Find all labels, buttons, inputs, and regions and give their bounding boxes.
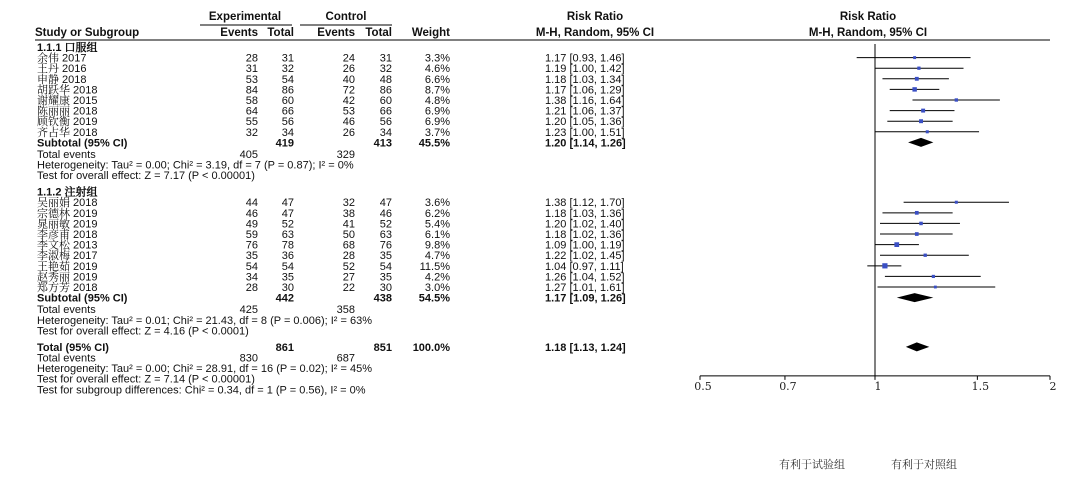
control-group-header: Control [325,11,367,23]
exp-events-cell: 49 [245,218,258,231]
weight-cell: 11.5% [419,260,450,273]
ctl-total-cell: 66 [379,105,392,118]
exp-events-cell: 46 [245,207,258,220]
subtotal-label: Subtotal (95% CI) [37,292,128,305]
weight-cell: 6.6% [424,73,450,86]
risk-ratio-ci-cell: 1.38 [1.12, 1.70] [545,197,625,210]
subgroup-difference-text: Test for subgroup differences: Chi² = 0.34, df = 1 (P = 0.56), I² = 0% [37,384,366,397]
exp-total-cell: 36 [281,250,294,263]
exp-events-column-header: Events [220,27,258,39]
weight-cell: 5.4% [424,218,450,231]
study-point-estimate [934,286,937,289]
total-events-ctl: 358 [336,304,355,317]
ctl-total-cell: 32 [379,63,392,76]
risk-ratio-ci-cell: 1.18 [1.03, 1.34] [545,73,625,86]
subtotal-exp-total: 419 [275,137,294,150]
study-name: 谢耀康 2015 [37,95,98,107]
exp-total-cell: 63 [281,229,294,242]
risk-ratio-ci-cell: 1.18 [1.02, 1.36] [545,229,625,242]
heterogeneity-text: Heterogeneity: Tau² = 0.00; Chi² = 3.19, df = 7 (P = 0.87); I² = 0% [37,159,354,172]
ctl-events-cell: 52 [342,260,355,273]
exp-total-cell: 31 [281,52,294,65]
ctl-events-cell: 50 [342,229,355,242]
ctl-total-cell: 52 [379,218,392,231]
subgroup-title: 1.1.1 口服组 [37,42,98,54]
total-exp-total: 861 [275,341,294,354]
weight-cell: 9.8% [424,239,450,252]
exp-total-cell: 56 [281,116,294,129]
ctl-events-cell: 26 [342,63,355,76]
heterogeneity-text: Heterogeneity: Tau² = 0.01; Chi² = 21.43, df = 8 (P = 0.006); I² = 63% [37,314,372,327]
total-weight: 100.0% [412,341,450,354]
study-column-header: Study or Subgroup [35,27,140,39]
ctl-total-cell: 48 [379,73,392,86]
exp-total-cell: 30 [281,282,294,295]
exp-events-cell: 58 [245,95,258,107]
exp-total-cell: 32 [281,63,294,76]
exp-total-cell: 47 [281,197,294,210]
exp-events-cell: 35 [245,250,258,263]
weight-cell: 6.9% [424,105,450,118]
exp-total-cell: 86 [281,84,294,97]
ctl-total-cell: 34 [379,126,392,139]
ctl-total-cell: 76 [379,239,392,252]
ctl-total-column-header: Total [365,27,392,39]
total-events-label: Total events [37,304,96,317]
risk-ratio-ci-cell: 1.04 [0.97, 1.11] [545,260,624,273]
overall-effect-text: Test for overall effect: Z = 7.14 (P < 0.00001) [37,373,255,386]
ctl-events-cell: 40 [342,73,355,86]
ctl-total-cell: 47 [379,197,392,210]
study-point-estimate [919,222,923,226]
study-name: 申静 2018 [37,73,87,86]
exp-events-cell: 55 [245,116,258,129]
overall-diamond [906,342,929,351]
exp-events-cell: 32 [245,126,258,139]
subtotal-label: Subtotal (95% CI) [37,137,128,150]
ctl-total-cell: 31 [379,52,392,65]
ctl-total-cell: 54 [379,260,392,273]
subtotal-ci: 1.20 [1.14, 1.26] [545,137,626,150]
study-point-estimate [955,98,958,101]
study-name: 赵秀丽 2019 [37,271,98,284]
plot-body [857,44,1009,376]
ctl-total-cell: 86 [379,84,392,97]
x-axis-tick-label: 2 [1049,379,1057,393]
study-point-estimate [917,67,920,70]
subtotal-weight: 54.5% [418,292,450,305]
overall-total-events-label: Total events [37,352,96,365]
exp-events-cell: 44 [245,197,258,210]
subtotal-ctl-total: 413 [373,137,392,150]
exp-events-cell: 84 [245,84,258,97]
study-point-estimate [915,77,919,81]
subtotal-ci: 1.17 [1.09, 1.26] [545,292,626,305]
ctl-events-cell: 41 [342,218,355,231]
ctl-events-cell: 27 [342,271,355,284]
study-name: 吴丽娟 2018 [37,197,98,210]
x-axis-tick-label: 0.5 [694,379,712,393]
risk-ratio-ci-cell: 1.18 [1.03, 1.36] [545,207,625,220]
weight-cell: 8.7% [424,84,450,97]
exp-events-cell: 54 [245,260,258,273]
exp-total-cell: 47 [281,207,294,220]
study-point-estimate [915,232,919,236]
x-axis-tick-label: 1 [874,379,882,393]
study-name: 顾钦衡 2019 [37,116,98,129]
exp-total-cell: 54 [281,260,294,273]
exp-events-cell: 53 [245,73,258,86]
exp-events-cell: 28 [245,52,258,65]
ctl-events-cell: 42 [342,95,355,107]
x-axis-tick-label: 0.7 [779,379,797,393]
study-point-estimate [913,56,916,59]
ctl-events-column-header: Events [317,27,355,39]
favours-control-label: 有利于对照组 [891,458,957,471]
ctl-events-cell: 38 [342,207,355,220]
study-point-estimate [894,242,899,247]
study-name: 晁丽敏 2019 [37,218,98,231]
ctl-events-cell: 32 [342,197,355,210]
exp-events-cell: 64 [245,105,258,118]
study-point-estimate [924,254,927,257]
weight-cell: 4.7% [424,250,450,263]
exp-total-cell: 35 [281,271,294,284]
ctl-events-cell: 72 [342,84,355,97]
study-point-estimate [919,119,923,123]
subtotal-weight: 45.5% [418,137,450,150]
subtotal-diamond [897,293,934,302]
study-name: 郑方芳 2018 [37,282,98,295]
study-point-estimate [932,275,935,278]
ctl-total-cell: 60 [379,95,392,107]
ctl-events-cell: 22 [342,282,355,295]
favours-experimental-label: 有利于试验组 [779,458,845,471]
weight-cell: 3.0% [424,282,450,295]
overall-effect-text: Test for overall effect: Z = 7.17 (P < 0.00001) [37,170,255,183]
risk-ratio-ci-cell: 1.17 [0.93, 1.46] [545,52,625,65]
weight-cell: 6.9% [424,116,450,129]
exp-events-cell: 28 [245,282,258,295]
risk-ratio-ci-cell: 1.38 [1.16, 1.64] [545,95,625,107]
overall-effect-text: Test for overall effect: Z = 4.16 (P < 0.0001) [37,325,249,338]
ctl-events-cell: 53 [342,105,355,118]
risk-ratio-ci-cell: 1.27 [1.01, 1.61] [545,282,625,295]
weight-cell: 3.6% [424,197,450,210]
weight-cell: 6.1% [424,229,450,242]
total-label: Total (95% CI) [37,341,109,354]
x-axis-tick-label: 1.5 [971,379,990,393]
risk-ratio-ci-cell: 1.22 [1.02, 1.45] [545,250,625,263]
exp-events-cell: 34 [245,271,258,284]
total-events-exp: 405 [239,149,258,161]
ctl-events-cell: 68 [342,239,355,252]
overall-heterogeneity-text: Heterogeneity: Tau² = 0.00; Chi² = 28.91, df = 16 (P = 0.02); I² = 45% [37,363,372,376]
subtotal-diamond [908,138,933,147]
study-name: 李文松 2013 [37,239,98,252]
study-name: 陈丽丽 2018 [37,105,98,118]
risk-ratio-ci-cell: 1.17 [1.06, 1.29] [545,84,625,97]
study-name: 宗德林 2019 [37,207,98,220]
risk-ratio-ci-cell: 1.09 [1.00, 1.19] [545,239,625,252]
study-name: 李淑梅 2017 [37,250,98,263]
exp-total-column-header: Total [267,27,294,39]
risk-ratio-ci-cell: 1.19 [1.00, 1.42] [545,63,625,76]
exp-events-cell: 31 [245,63,258,76]
study-point-estimate [921,109,925,113]
subtotal-ctl-total: 438 [373,292,392,305]
study-name: 李彦甫 2018 [37,229,98,242]
study-point-estimate [955,201,958,204]
weight-cell: 4.8% [424,95,450,107]
risk-ratio-header: Risk Ratio [566,11,624,23]
ctl-events-cell: 24 [342,52,355,65]
experimental-group-header: Experimental [208,11,282,23]
method-column-header: M-H, Random, 95% CI [535,27,655,39]
exp-total-cell: 34 [281,126,294,139]
plot-risk-ratio-header: Risk Ratio [839,11,897,23]
total-ci: 1.18 [1.13, 1.24] [545,341,626,354]
weight-cell: 4.2% [424,271,450,284]
subtotal-exp-total: 442 [275,292,294,305]
subgroup-title: 1.1.2 注射组 [37,186,98,199]
study-name: 王艳茹 2019 [37,260,98,273]
weight-cell: 3.3% [424,52,450,65]
study-point-estimate [926,130,929,133]
ctl-total-cell: 35 [379,271,392,284]
risk-ratio-ci-cell: 1.20 [1.05, 1.36] [545,116,625,129]
exp-total-cell: 66 [281,105,294,118]
exp-total-cell: 60 [281,95,294,107]
overall-total-events-exp: 830 [239,352,258,365]
weight-cell: 4.6% [424,63,450,76]
exp-events-cell: 76 [245,239,258,252]
weight-cell: 6.2% [424,207,450,220]
ctl-total-cell: 63 [379,229,392,242]
total-events-label: Total events [37,149,96,161]
exp-events-cell: 59 [245,229,258,242]
risk-ratio-ci-cell: 1.20 [1.02, 1.40] [545,218,625,231]
total-events-exp: 425 [239,304,258,317]
exp-total-cell: 78 [281,239,294,252]
study-name: 齐占华 2018 [37,126,98,139]
ctl-events-cell: 46 [342,116,355,129]
study-point-estimate [882,263,887,268]
study-point-estimate [912,87,916,91]
study-name: 余伟 2017 [37,52,87,65]
ctl-total-cell: 35 [379,250,392,263]
exp-total-cell: 52 [281,218,294,231]
ctl-total-cell: 56 [379,116,392,129]
ctl-events-cell: 26 [342,126,355,139]
table-body [37,40,626,396]
ctl-total-cell: 46 [379,207,392,220]
risk-ratio-ci-cell: 1.26 [1.04, 1.52] [545,271,625,284]
ctl-total-cell: 30 [379,282,392,295]
study-name: 王丹 2016 [37,63,87,76]
study-point-estimate [915,211,919,215]
total-ctl-total: 851 [373,341,392,354]
overall-total-events-ctl: 687 [336,352,355,365]
x-axis [694,376,1056,393]
weight-cell: 3.7% [424,126,450,139]
ctl-events-cell: 28 [342,250,355,263]
weight-column-header: Weight [411,27,450,39]
study-name: 胡跃华 2018 [37,84,98,97]
risk-ratio-ci-cell: 1.23 [1.00, 1.51] [545,126,625,139]
total-events-ctl: 329 [336,149,355,161]
exp-total-cell: 54 [281,73,294,86]
plot-method-header: M-H, Random, 95% CI [808,27,928,39]
risk-ratio-ci-cell: 1.21 [1.06, 1.37] [545,105,625,118]
